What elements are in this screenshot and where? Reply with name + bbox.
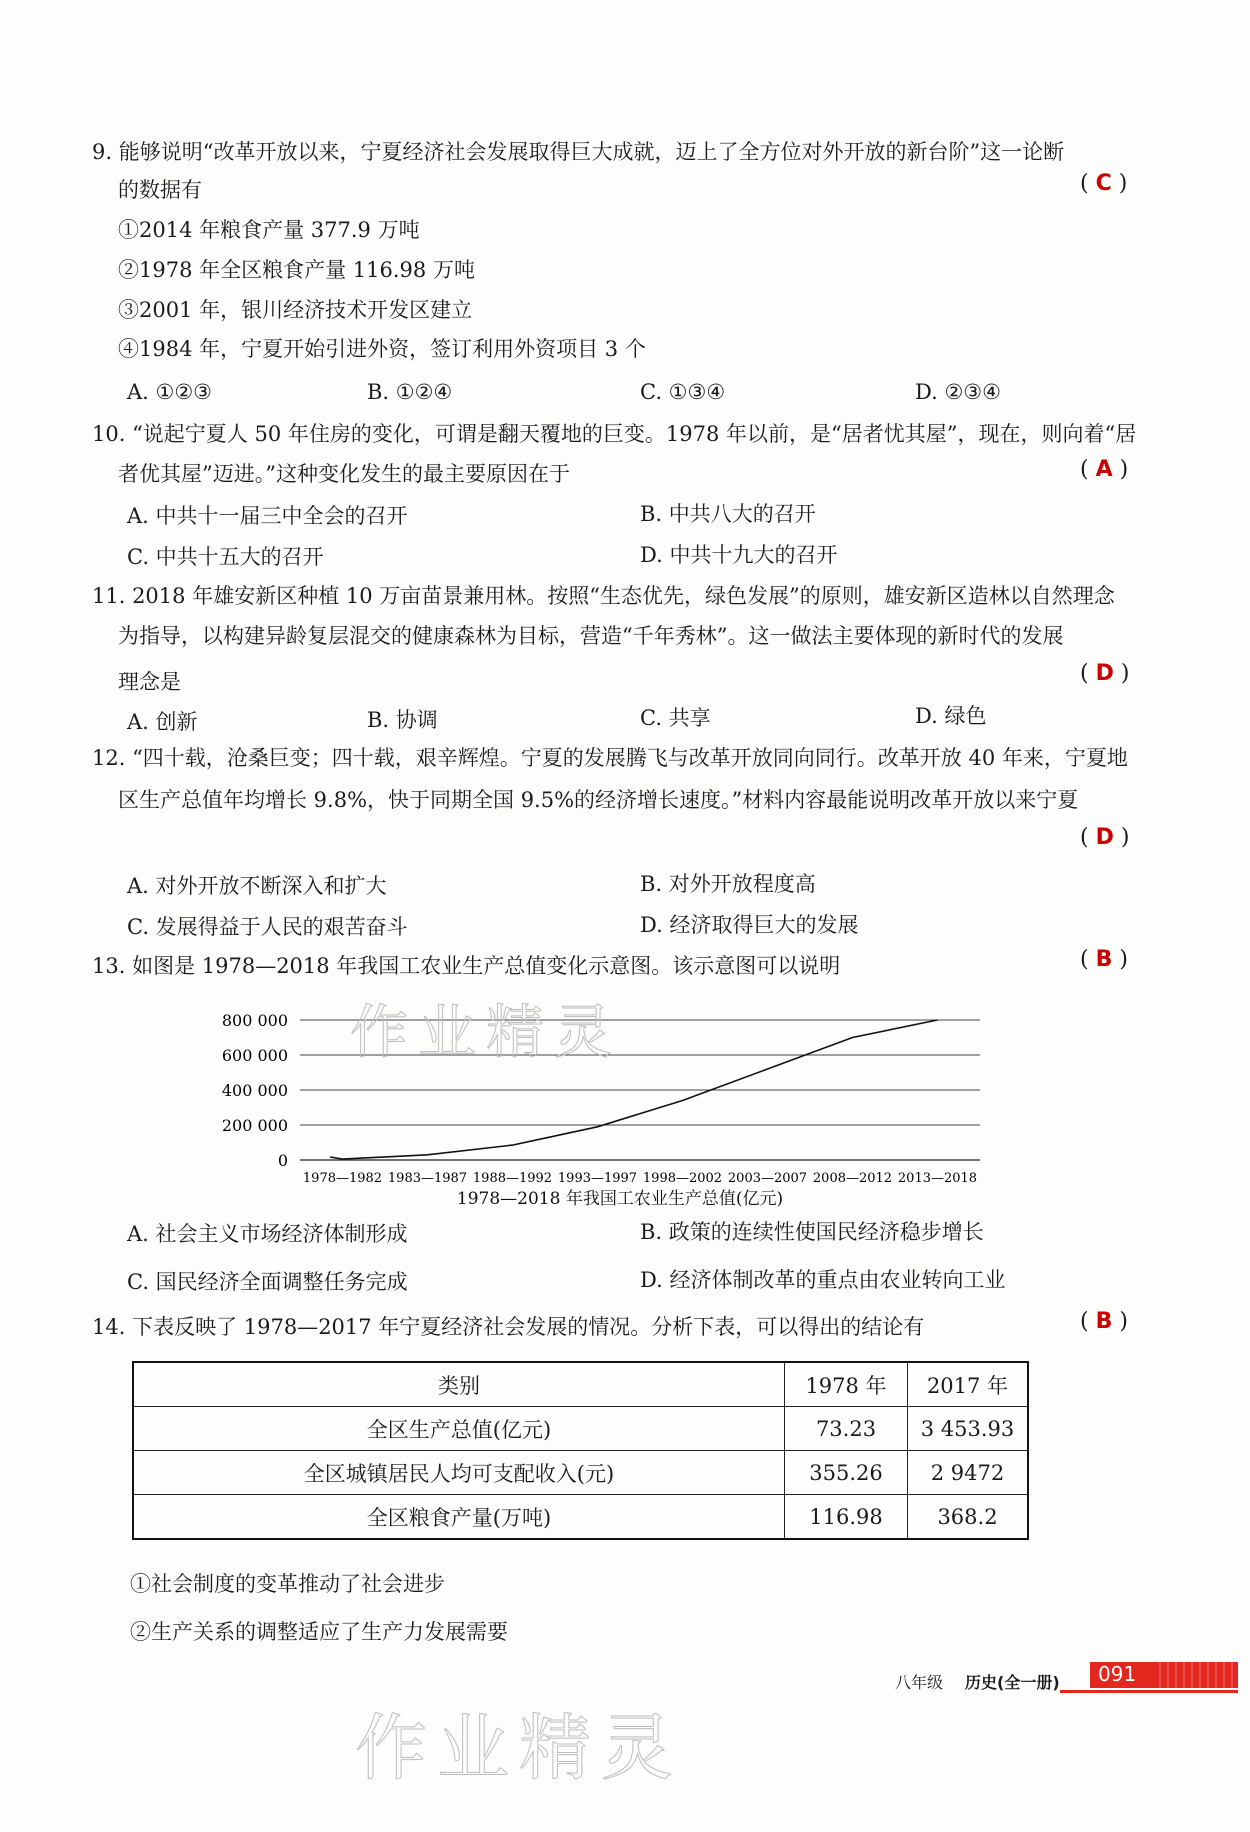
q9-item: ①2014 年粮食产量 377.9 万吨 [118,218,420,242]
q13-option-a: A. 社会主义市场经济体制形成 [127,1222,408,1246]
q12-line1: 12. “四十载，沧桑巨变；四十载，艰辛辉煌。宁夏的发展腾飞与改革开放同向同行。改革开放 40 年来，宁夏地 [92,746,1128,770]
table-cell: 全区城镇居民人均可支配收入(元) [133,1451,785,1495]
table-cell: 2 9472 [908,1451,1029,1495]
footer-grade: 八年级 [895,1673,944,1692]
q13-line1: 13. 如图是 1978—2018 年我国工农业生产总值变化示意图。该示意图可以说明 [92,954,841,978]
q9-line1: 9. 能够说明“改革开放以来，宁夏经济社会发展取得巨大成就，迈上了全方位对外开放的新台阶”这一论断 [92,140,1065,164]
page-number: 091 [1098,1662,1137,1686]
footer-subject: 历史(全一册) [965,1673,1060,1692]
y-tick-label: 0 [277,1151,288,1170]
table-row [133,1495,1028,1540]
q13-answer-letter: B [1095,947,1113,972]
table-header: 2017 年 [908,1362,1029,1407]
y-tick-label: 200 000 [221,1116,288,1135]
q13-answer: ( B ) [1080,947,1128,972]
q10-option-b: B. 中共八大的召开 [640,502,816,526]
x-tick-label: 2013—2018 [897,1171,978,1186]
q14-line1: 14. 下表反映了 1978—2017 年宁夏经济社会发展的情况。分析下表，可以得出的结论有 [92,1315,925,1339]
q12-line2: 区生产总值年均增长 9.8%，快于同期全国 9.5%的经济增长速度。”材料内容最能说明改革开放以来宁夏 [118,788,1079,812]
x-tick-label: 1978—1982 [302,1171,383,1186]
q11-answer: ( D ) [1080,661,1130,686]
q9-answer: ( C ) [1080,171,1128,196]
table-cell: 368.2 [908,1495,1029,1540]
q9-item: ②1978 年全区粮食产量 116.98 万吨 [118,258,475,282]
q11-line1: 11. 2018 年雄安新区种植 10 万亩苗景兼用林。按照“生态优先，绿色发展”的原则，雄安新区造林以自然理念 [92,584,1115,608]
table-cell: 3 453.93 [908,1407,1029,1451]
footer-rule [1060,1690,1238,1693]
q11-option-c: C. 共享 [640,706,711,730]
q13-option-c: C. 国民经济全面调整任务完成 [127,1270,408,1294]
q11-line2: 为指导，以构建异龄复层混交的健康森林为目标，营造“千年秀林”。这一做法主要体现的新时代的发展 [118,624,1064,648]
watermark: 作业精灵 [350,998,623,1066]
data-table [132,1361,1029,1540]
q12-option-b: B. 对外开放程度高 [640,872,816,896]
q9-item: ③2001 年，银川经济技术开发区建立 [118,298,473,322]
q13-option-d: D. 经济体制改革的重点由农业转向工业 [640,1268,1006,1292]
q9-answer-letter: C [1095,171,1112,196]
q14-item: ②生产关系的调整适应了生产力发展需要 [130,1620,508,1644]
table-header: 1978 年 [785,1362,908,1407]
x-tick-label: 1993—1997 [557,1171,638,1186]
q12-option-d: D. 经济取得巨大的发展 [640,913,859,937]
q12-option-a: A. 对外开放不断深入和扩大 [127,874,387,898]
q10-option-c: C. 中共十五大的召开 [127,545,324,569]
chart-title: 1978—2018 年我国工农业生产总值(亿元) [456,1189,784,1209]
x-tick-label: 1988—1992 [472,1171,553,1186]
y-tick-label: 600 000 [221,1046,288,1065]
q10-option-a: A. 中共十一届三中全会的召开 [127,504,408,528]
q11-option-b: B. 协调 [367,708,438,732]
q12-answer-letter: D [1095,825,1114,850]
q10-line2: 者优其屋”迈进。”这种变化发生的最主要原因在于 [118,462,570,486]
q13-option-b: B. 政策的连续性使国民经济稳步增长 [640,1220,984,1244]
table-header: 类别 [133,1362,785,1407]
watermark: 作业精灵 [355,1706,684,1790]
q11-option-a: A. 创新 [127,710,198,734]
table-cell: 355.26 [785,1451,908,1495]
y-tick-label: 800 000 [221,1011,288,1030]
q10-answer: ( A ) [1080,457,1129,482]
q12-answer: ( D ) [1080,825,1130,850]
table-cell: 73.23 [785,1407,908,1451]
table-row [133,1407,1028,1451]
q10-option-d: D. 中共十九大的召开 [640,543,838,567]
q9-option-c: C. ①③④ [640,380,726,404]
table-row [133,1451,1028,1495]
table-cell: 116.98 [785,1495,908,1540]
q11-option-d: D. 绿色 [915,704,987,728]
q10-line1: 10. “说起宁夏人 50 年住房的变化，可谓是翻天覆地的巨变。1978 年以前，是“居者忧其屋”，现在，则向着“居 [92,422,1137,446]
q9-option-d: D. ②③④ [915,380,1001,404]
x-tick-label: 1998—2002 [642,1171,723,1186]
q11-line3: 理念是 [118,670,181,694]
q14-answer: ( B ) [1080,1309,1128,1334]
q10-answer-letter: A [1095,457,1113,482]
q11-answer-letter: D [1095,661,1114,686]
q14-answer-letter: B [1095,1309,1113,1334]
table-cell: 全区生产总值(亿元) [133,1407,785,1451]
q12-option-c: C. 发展得益于人民的艰苦奋斗 [127,915,408,939]
q9-line2: 的数据有 [118,178,202,202]
y-tick-label: 400 000 [221,1081,288,1100]
table-header-row [133,1362,1028,1407]
table-cell: 全区粮食产量(万吨) [133,1495,785,1540]
q14-item: ①社会制度的变革推动了社会进步 [130,1572,445,1596]
x-tick-label: 2008—2012 [812,1171,893,1186]
x-tick-label: 2003—2007 [727,1171,808,1186]
q9-option-b: B. ①②④ [367,380,453,404]
q9-option-a: A. ①②③ [127,380,212,404]
x-tick-label: 1983—1987 [387,1171,468,1186]
q9-item: ④1984 年，宁夏开始引进外资，签订利用外资项目 3 个 [118,337,646,361]
